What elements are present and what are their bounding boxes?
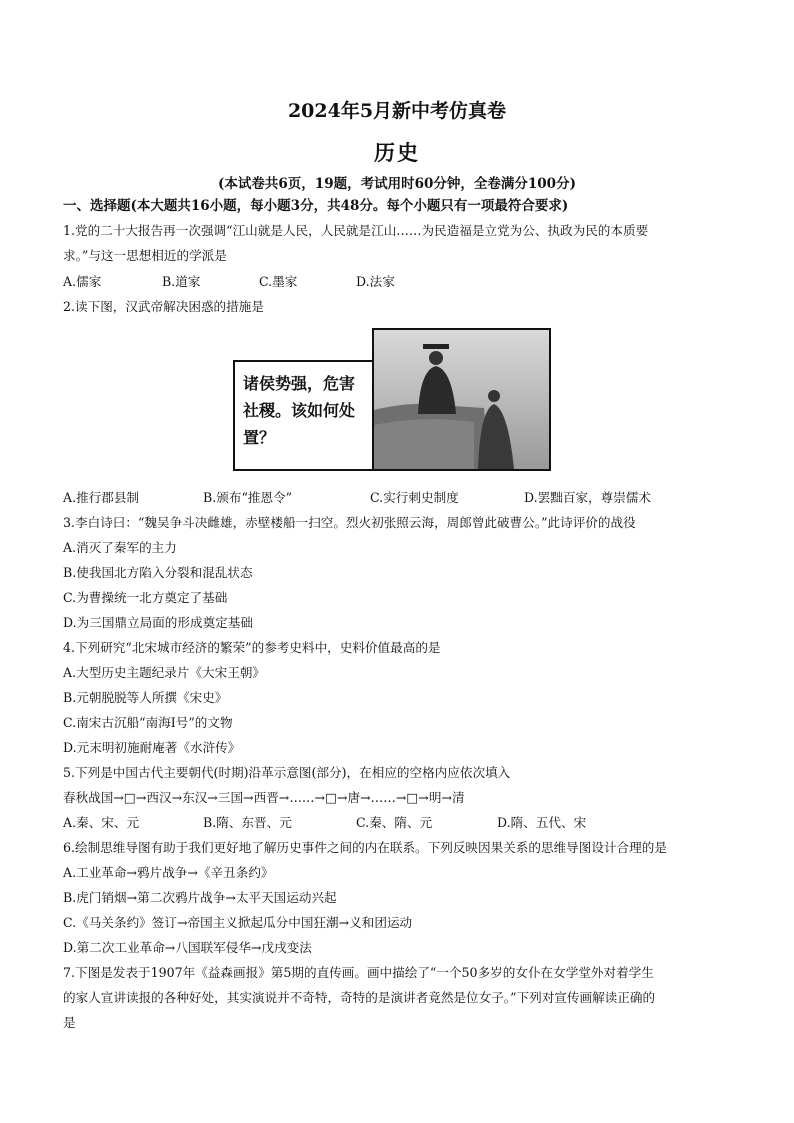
exam-note: (本试卷共6页，19题，考试用时60分钟，全卷满分100分) (218, 176, 576, 192)
exam-title: 2024年5月新中考仿真卷 (287, 100, 507, 122)
q5-option-a: A.秦、宋、元 (63, 815, 140, 830)
q1-option-d: D.法家 (356, 274, 395, 289)
subject-title: 历史 (374, 140, 420, 165)
q2-option-d: D.罢黜百家，尊崇儒术 (524, 490, 651, 505)
q6-option-d: D.第二次工业革命→八国联军侵华→戊戌变法 (63, 940, 312, 955)
q3-option-d: D.为三国鼎立局面的形成奠定基础 (63, 615, 253, 630)
q4-option-d: D.元末明初施耐庵著《水浒传》 (63, 740, 241, 755)
q2-option-b: B.颁布“推恩令” (203, 490, 293, 505)
q5-dynasty-chain: 春秋战国→□→西汉→东汉→三国→西晋→……→□→唐→……→□→明→清 (63, 790, 465, 805)
q3-option-b: B.使我国北方陷入分裂和混乱状态 (63, 565, 253, 580)
q7-stem-line1: 7.下图是发表于1907年《益森画报》第5期的直传画。画中描绘了“一个50多岁的女仆在女学堂外对着学生 (63, 965, 654, 980)
emperor-illustration (372, 328, 551, 471)
q1-stem-line1: 1.党的二十大报告再一次强调“江山就是人民，人民就是江山……为民造福是立党为公、执政为民的本质要 (63, 223, 649, 238)
q4-option-b: B.元朝脱脱等人所撰《宋史》 (63, 690, 228, 705)
q7-stem-line2: 的家人宣讲读报的各种好处，其实演说并不奇特，奇特的是演讲者竟然是位女子。”下列对宣传画解读正确的 (63, 990, 656, 1005)
q3-option-c: C.为曹操统一北方奠定了基础 (63, 590, 228, 605)
q1-option-c: C.墨家 (259, 274, 298, 289)
q2-cartoon-figure (233, 328, 551, 471)
q7-stem-line3: 是 (63, 1015, 76, 1030)
q3-stem: 3.李白诗曰：“魏吴争斗决雌雄，赤壁楼船一扫空。烈火初张照云海，周郎曾此破曹公。”此诗评价的战役 (63, 515, 636, 530)
q5-option-d: D.隋、五代、宋 (497, 815, 587, 830)
q4-option-a: A.大型历史主题纪录片《大宋王朝》 (63, 665, 266, 680)
q1-option-a: A.儒家 (63, 274, 102, 289)
q1-stem-line2: 求。”与这一思想相近的学派是 (63, 248, 227, 263)
q2-option-c: C.实行刺史制度 (370, 490, 459, 505)
q5-option-b: B.隋、东晋、元 (203, 815, 292, 830)
q4-option-c: C.南宋古沉船“南海I号”的文物 (63, 715, 233, 730)
q2-option-a: A.推行郡县制 (63, 490, 140, 505)
q3-option-a: A.消灭了秦军的主力 (63, 540, 177, 555)
q6-option-b: B.虎门销烟→第二次鸦片战争→太平天国运动兴起 (63, 890, 337, 905)
q6-stem: 6.绘制思维导图有助于我们更好地了解历史事件之间的内在联系。下列反映因果关系的思维导图设计合理的是 (63, 840, 667, 855)
section-heading: 一、选择题(本大题共16小题，每小题3分，共48分。每个小题只有一项最符合要求) (63, 198, 569, 214)
q5-stem: 5.下列是中国古代主要朝代(时期)沿革示意图(部分)，在相应的空格内应依次填入 (63, 765, 511, 780)
q1-option-b: B.道家 (162, 274, 201, 289)
q2-stem: 2.读下图，汉武帝解决困惑的措施是 (63, 299, 264, 314)
q6-option-a: A.工业革命→鸦片战争→《辛丑条约》 (63, 865, 274, 880)
emperor-scene-icon (374, 330, 549, 469)
speech-bubble: 诸侯势强，危害社稷。该如何处置？ (233, 360, 375, 471)
q6-option-c: C.《马关条约》签订→帝国主义掀起瓜分中国狂潮→义和团运动 (63, 915, 413, 930)
q4-stem: 4.下列研究“北宋城市经济的繁荣”的参考史料中，史料价值最高的是 (63, 640, 441, 655)
q5-option-c: C.秦、隋、元 (356, 815, 433, 830)
